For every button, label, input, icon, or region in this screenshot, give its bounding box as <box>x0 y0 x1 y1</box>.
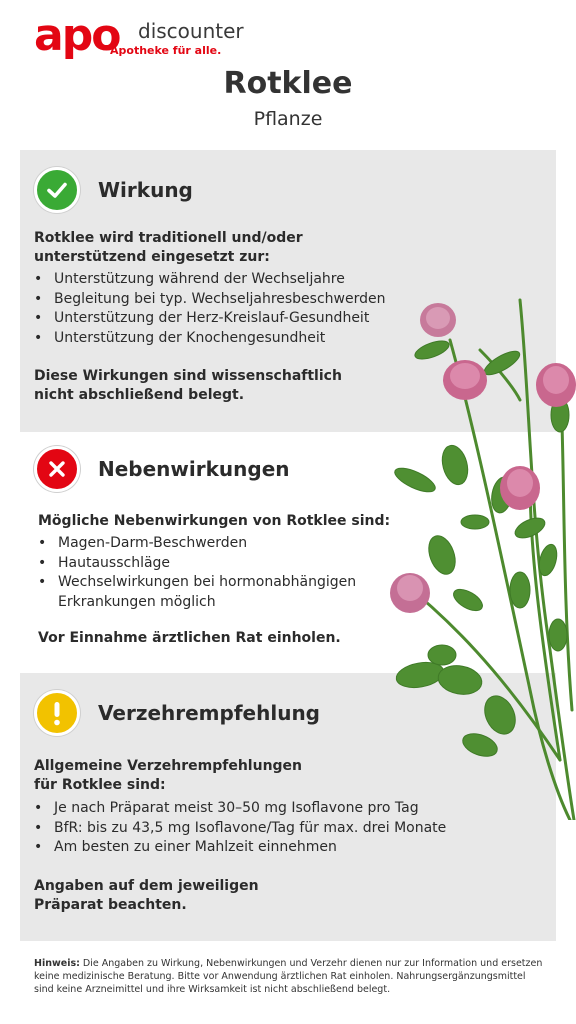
list-item: • Wechselwirkungen bei hormonabhängigen Erkrankungen möglich <box>38 573 388 612</box>
wirkung-note <box>34 367 414 405</box>
wirkung-note-line: nicht abschließend belegt. <box>34 387 245 403</box>
logo-name: discounter <box>138 19 244 43</box>
list-item: • Unterstützung der Herz-Kreislauf-Gesundheit <box>34 309 424 329</box>
disclaimer-footer <box>34 957 544 996</box>
wirkung-lead-line: Rotklee wird traditionell und/oder <box>34 230 303 246</box>
nebenwirkungen-heading: Nebenwirkungen <box>98 457 290 481</box>
list-item: • BfR: bis zu 43,5 mg Isoflavone/Tag für max. drei Monate <box>34 819 514 839</box>
verzehr-lead-line: Allgemeine Verzehrempfehlungen <box>34 758 303 774</box>
red-clover-plant-illustration <box>380 290 576 820</box>
logo-slogan: Apotheke für alle. <box>110 44 222 57</box>
list-item: • Hautausschläge <box>38 554 388 574</box>
list-item: • Am besten zu einer Mahlzeit einnehmen <box>34 838 514 858</box>
apo-discounter-logo <box>34 10 254 62</box>
list-item: • Magen-Darm-Beschwerden <box>38 534 388 554</box>
nebenwirkungen-note: Vor Einnahme ärztlichen Rat einholen. <box>38 630 341 646</box>
nebenwirkungen-lead: Mögliche Nebenwirkungen von Rotklee sind: <box>38 513 391 529</box>
list-item: • Unterstützung während der Wechseljahre <box>34 270 424 290</box>
verzehr-lead <box>34 757 414 795</box>
verzehr-heading: Verzehrempfehlung <box>98 701 320 725</box>
x-icon <box>34 446 80 492</box>
page-subtitle: Pflanze <box>253 108 323 130</box>
exclamation-icon <box>34 690 80 736</box>
wirkung-header <box>34 167 193 213</box>
logo-brand: apo <box>34 10 120 61</box>
wirkung-heading: Wirkung <box>98 178 193 202</box>
page-title: Rotklee <box>223 66 353 101</box>
disclaimer-label: Hinweis: <box>34 958 80 969</box>
check-icon <box>34 167 80 213</box>
verzehr-header <box>34 690 320 736</box>
nebenwirkungen-header <box>34 446 290 492</box>
verzehr-note-line: Präparat beachten. <box>34 897 187 913</box>
list-item: • Begleitung bei typ. Wechseljahresbeschwerden <box>34 290 424 310</box>
verzehr-note-line: Angaben auf dem jeweiligen <box>34 878 259 894</box>
wirkung-list <box>34 270 424 348</box>
wirkung-note-line: Diese Wirkungen sind wissenschaftlich <box>34 368 342 384</box>
disclaimer-text: Die Angaben zu Wirkung, Nebenwirkungen und Verzehr dienen nur zur Information und ersetzen keine medizinische Beratung. Bitte vor Anwendung ärztlichen Rat einholen. Nahrungsergänzungsmittel sind keine Arzneimittel und ihre Wirksamkeit ist nicht abschließend belegt. <box>34 958 543 995</box>
nebenwirkungen-list <box>38 534 388 612</box>
list-item: • Unterstützung der Knochengesundheit <box>34 329 424 349</box>
wirkung-lead <box>34 229 414 267</box>
wirkung-lead-line: unterstützend eingesetzt zur: <box>34 249 270 265</box>
verzehr-lead-line: für Rotklee sind: <box>34 777 166 793</box>
list-item: • Je nach Präparat meist 30–50 mg Isoflavone pro Tag <box>34 799 514 819</box>
verzehr-note <box>34 877 414 915</box>
